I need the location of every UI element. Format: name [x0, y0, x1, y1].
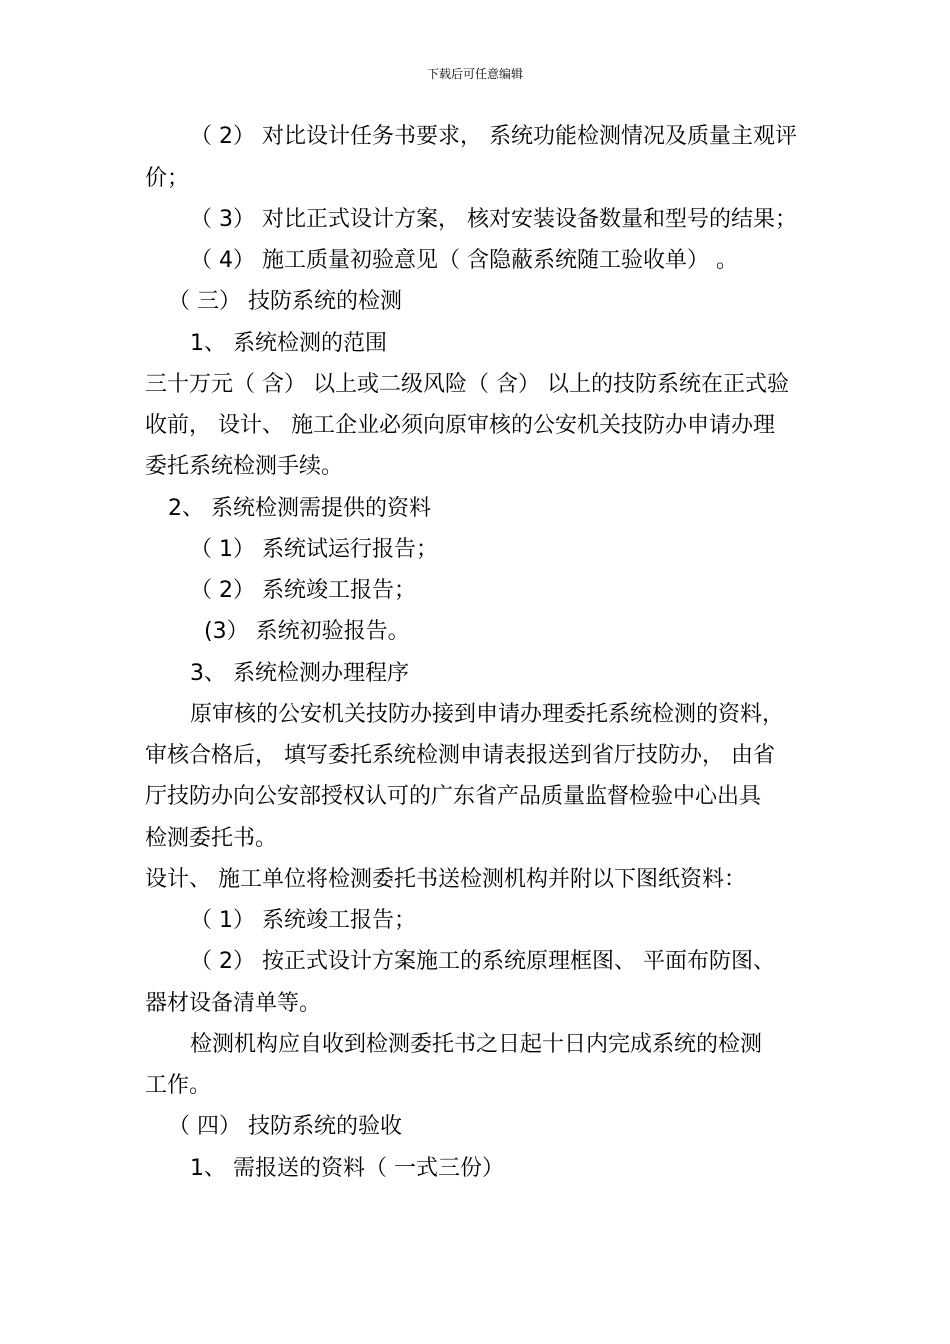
page-header: 下载后可任意编辑 — [426, 67, 523, 81]
text-line: 检测机构应自收到检测委托书之日起十日内完成系统的检测 — [190, 1032, 763, 1057]
text-line: 设计、 施工单位将检测委托书送检测机构并附以下图纸资料： — [145, 867, 746, 892]
text-line: （ 4） 施工质量初验意见（ 含隐蔽系统随工验收单） 。 — [190, 248, 738, 273]
text-line: 委托系统检测手续。 — [145, 454, 344, 479]
text-line: （ 2） 对比设计任务书要求， 系统功能检测情况及质量主观评 — [190, 124, 797, 149]
section-heading: （ 四） 技防系统的验收 — [168, 1114, 402, 1139]
text-line: （ 1） 系统竣工报告； — [190, 908, 416, 933]
text-line: (3） 系统初验报告。 — [204, 619, 410, 644]
text-line: 检测委托书。 — [145, 826, 278, 851]
subsection-heading: 3、 系统检测办理程序 — [190, 661, 409, 686]
subsection-heading: 1、 需报送的资料（ 一式三份） — [190, 1156, 504, 1181]
text-line: （ 1） 系统试运行报告； — [190, 537, 438, 562]
text-line: 价； — [145, 166, 190, 191]
text-line: 工作。 — [145, 1073, 212, 1098]
text-line: 三十万元（ 含） 以上或二级风险（ 含） 以上的技防系统在正式验 — [145, 372, 789, 397]
text-line: （ 2） 系统竣工报告； — [190, 578, 416, 603]
text-line: 器材设备清单等。 — [145, 991, 322, 1016]
text-line: 收前， 设计、 施工企业必须向原审核的公安机关技防办申请办理 — [145, 413, 775, 438]
subsection-heading: 1、 系统检测的范围 — [190, 331, 387, 356]
text-line: （ 3） 对比正式设计方案， 核对安装设备数量和型号的结果； — [190, 207, 797, 232]
text-line: 原审核的公安机关技防办接到申请办理委托系统检测的资料， — [190, 702, 785, 727]
subsection-heading: 2、 系统检测需提供的资料 — [168, 496, 431, 521]
text-line: 审核合格后， 填写委托系统检测申请表报送到省厅技防办， 由省 — [145, 743, 775, 768]
text-line: 厅技防办向公安部授权认可的广东省产品质量监督检验中心出具 — [145, 784, 762, 809]
text-line: （ 2） 按正式设计方案施工的系统原理框图、 平面布防图、 — [190, 949, 775, 974]
section-heading: （ 三） 技防系统的检测 — [168, 289, 402, 314]
